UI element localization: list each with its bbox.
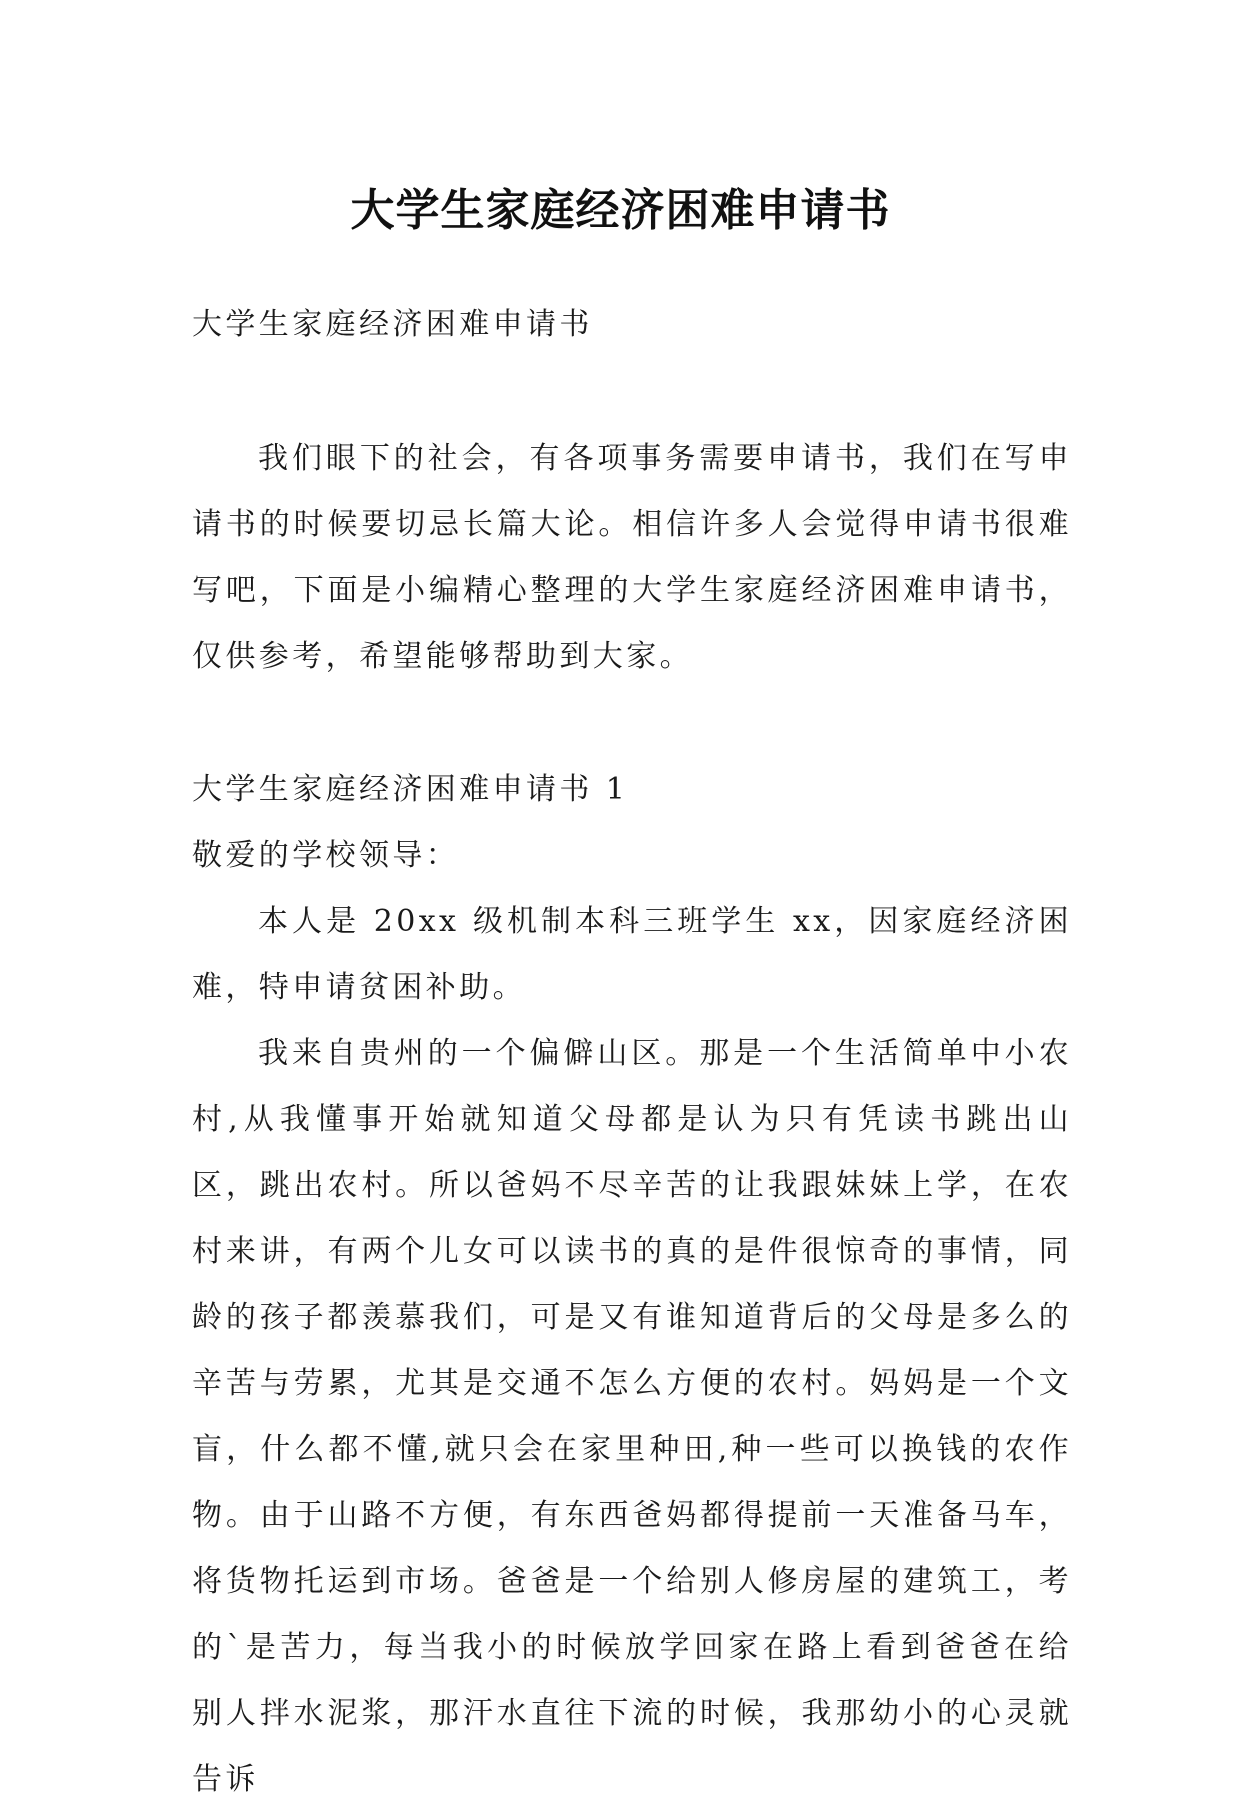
salutation: 敬爱的学校领导： [192, 838, 460, 873]
body-paragraph: 我来自贵州的一个偏僻山区。那是一个生活简单中小农村,从我懂事开始就知道父母都是认为只有凭读书跳出山区，跳出农村。所以爸妈不尽辛苦的让我跟妹妹上学，在农村来讲，有两个儿女可以读书的真的是件很惊奇的事情，同龄的孩子都羡慕我们，可是又有谁知道背后的父母是多么的辛苦与劳累，尤其是交通不怎么方便的农村。妈妈是一个文盲，什么都不懂,就只会在家里种田,种一些可以换钱的农作物。由于山路不方便，有东西爸妈都得提前一天准备马车，将货物托运到市场。爸爸是一个给别人修房屋的建筑工，考的`是苦力，每当我小的时候放学回家在路上看到爸爸在给别人拌水泥浆，那汗水直往下流的时候，我那幼小的心灵就告诉 [192, 1036, 1072, 1797]
spacer [192, 358, 1072, 426]
section-heading: 大学生家庭经济困难申请书 1 [192, 772, 629, 807]
document-subtitle: 大学生家庭经济困难申请书 [192, 307, 593, 342]
intro-paragraph: 我们眼下的社会，有各项事务需要申请书，我们在写申请书的时候要切忌长篇大论。相信许多人会觉得申请书很难写吧，下面是小编精心整理的大学生家庭经济困难申请书，仅供参考，希望能够帮助到大家。 [192, 441, 1072, 674]
document-body [192, 292, 1072, 1813]
body-paragraph: 本人是 20xx 级机制本科三班学生 xx，因家庭经济困难，特申请贫困补助。 [192, 904, 1072, 1005]
spacer [192, 690, 1072, 757]
document-title: 大学生家庭经济困难申请书 [350, 185, 891, 237]
